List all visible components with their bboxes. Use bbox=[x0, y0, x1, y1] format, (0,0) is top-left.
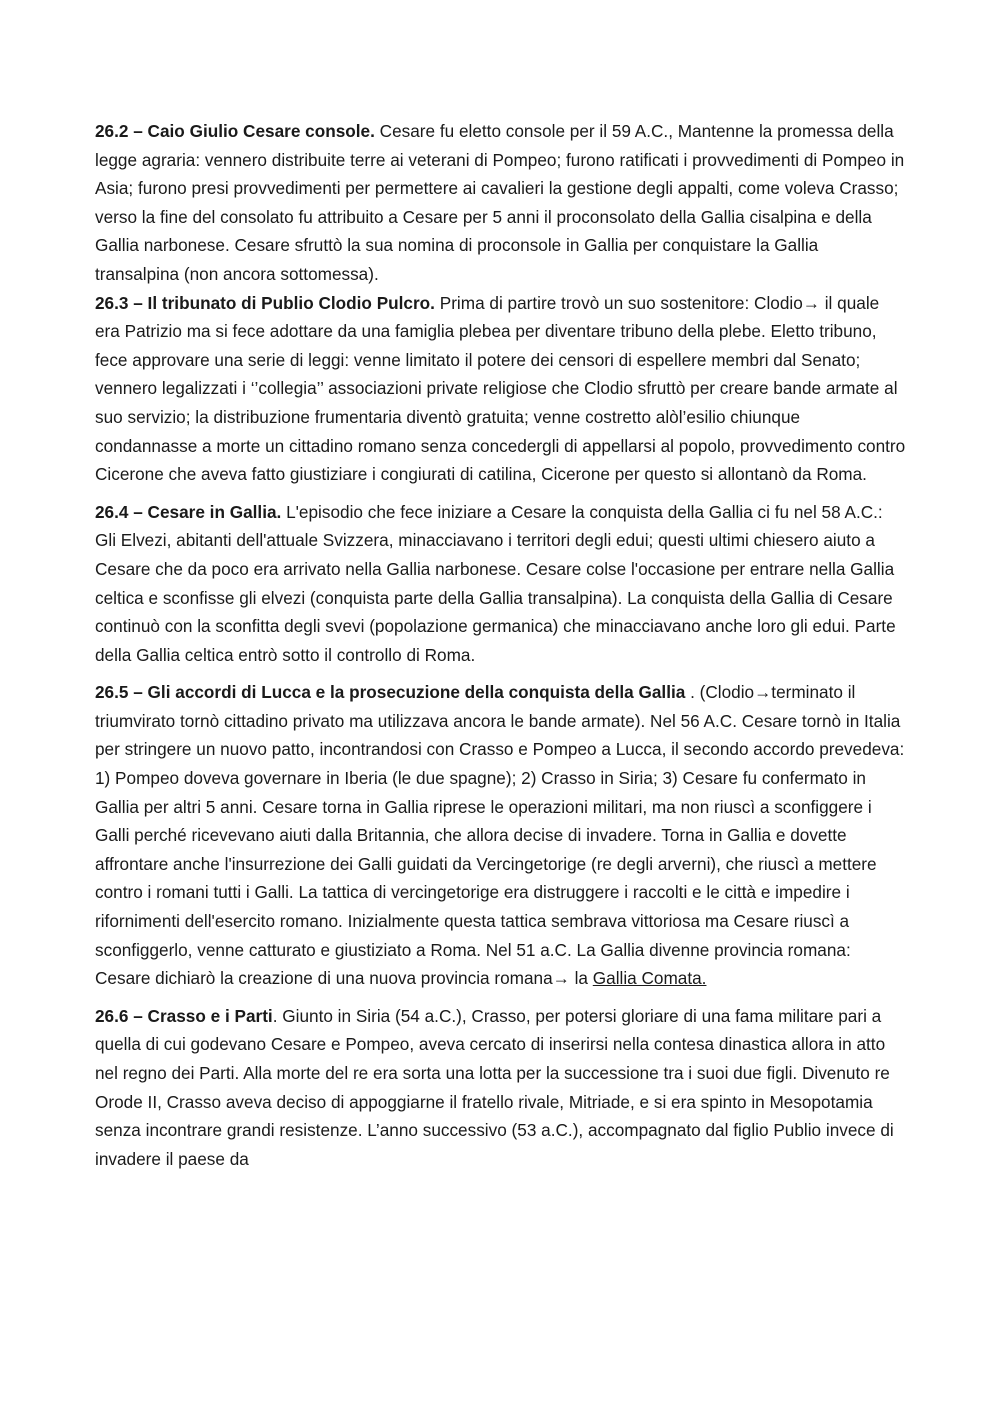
section-body: Cesare fu eletto console per il 59 A.C., Mantenne la promessa della legge agraria: vennero distribuite terre ai veterani di Pompeo; furono ratificati i provvedimenti di Pompeo in Asia; furono presi provvedimenti per permettere ai cavalieri la gestione degli appalti, come voleva Crasso; verso la fine del consolato fu attribuito a Cesare per 5 anni il proconsolato della Gallia cisalpina e della Gallia narbonese. Cesare sfruttò la sua nomina di proconsole in Gallia per conquistare la Gallia transalpina (non ancora sottomessa). bbox=[95, 121, 905, 284]
section-heading: 26.3 – Il tribunato di Publio Clodio Pulcro. bbox=[95, 292, 435, 313]
section-26-4 bbox=[95, 498, 907, 670]
section-26-3 bbox=[95, 289, 907, 489]
section-26-2 bbox=[95, 117, 907, 289]
section-heading: 26.2 – Caio Giulio Cesare console. bbox=[95, 121, 375, 141]
section-26-5 bbox=[95, 678, 907, 993]
section-26-6 bbox=[95, 1002, 907, 1174]
section-body: Prima di partire trovò un suo sostenitore: Clodio→ il quale era Patrizio ma si fece adottare da una famiglia plebea per diventare tribuno della plebe. Eletto tribuno, fece approvare una serie di leggi: venne limitato il potere dei censori di espellere membri dal Senato; vennero legalizzati i ‘’collegia’’ associazioni private religiose che Clodio sfruttò per creare bande armate al suo servizio; la distribuzione frumentaria diventò gratuita; venne costretto alòl’esilio chiunque condannasse a morte un cittadino romano senza concedergli di appellarsi al popolo, provvedimento contro Cicerone che aveva fatto giustiziare i congiurati di catilina, Cicerone per questo si allontanò da Roma. bbox=[95, 292, 906, 485]
section-body: L'episodio che fece iniziare a Cesare la conquista della Gallia ci fu nel 58 A.C.: Gli Elvezi, abitanti dell'attuale Svizzera, minacciavano i territori degli edui; questi ultimi chiesero aiuto a Cesare che da poco era arrivato nella Gallia narbonese. Cesare colse l'occasione per entrare nella Gallia celtica e sconfisse gli elvezi (conquista parte della Gallia transalpina). La conquista della Gallia di Cesare continuò con la sconfitta degli svevi (popolazione germanica) che minacciavano anche loro gli edui. Parte della Gallia celtica entrò sotto il controllo di Roma. bbox=[95, 501, 896, 665]
section-heading: 26.6 – Crasso e i Parti bbox=[95, 1005, 273, 1026]
section-body: . (Clodio→terminato il triumvirato tornò cittadino privato ma utilizzava ancora le bande armate). Nel 56 A.C. Cesare tornò in Italia per stringere un nuovo patto, incontrandosi con Crasso e Pompeo a Lucca, il secondo accordo prevedeva: 1) Pompeo doveva governare in Iberia (le due spagne); 2) Crasso in Siria; 3) Cesare fu confermato in Gallia per altri 5 anni. Cesare torna in Gallia riprese le operazioni militari, ma non riuscì a sconfiggere i Galli perché ricevevano aiuti dalla Britannia, che allora decise di invadere. Torna in Gallia e dovette affrontare anche l'insurrezione dei Galli guidati da Vercingetorige (re degli arverni), che riuscì a mettere contro i romani tutti i Galli. La tattica di vercingetorige era distruggere i raccolti e le città e impedire i rifornimenti dell'esercito romano. Inizialmente questa tattica sembrava vittoriosa ma Cesare riuscì a sconfiggerlo, venne catturato e giustiziato a Roma. Nel 51 a.C. La Gallia divenne provincia romana: Cesare dichiarò la creazione di una nuova provincia romana→ la bbox=[95, 682, 905, 989]
section-heading: 26.5 – Gli accordi di Lucca e la prosecuzione della conquista della Gallia bbox=[95, 682, 686, 703]
document-page bbox=[95, 117, 907, 1173]
gallia-comata-link-text: Gallia Comata. bbox=[592, 968, 707, 989]
section-body: . Giunto in Siria (54 a.C.), Crasso, per potersi gloriare di una fama militare pari a quella di cui godevano Cesare e Pompeo, aveva cercato di inserirsi nella contesa dinastica allora in atto nel regno dei Parti. Alla morte del re era sorta una lotta per la successione tra i suoi due figli. Divenuto re Orode II, Crasso aveva deciso di appoggiarne il fratello rivale, Mitriade, e si era spinto in Mesopotamia senza incontrare grandi resistenze. L’anno successivo (53 a.C.), accompagnato dal figlio Publio invece di invadere il paese da bbox=[95, 1005, 894, 1169]
section-heading: 26.4 – Cesare in Gallia. bbox=[95, 501, 282, 522]
